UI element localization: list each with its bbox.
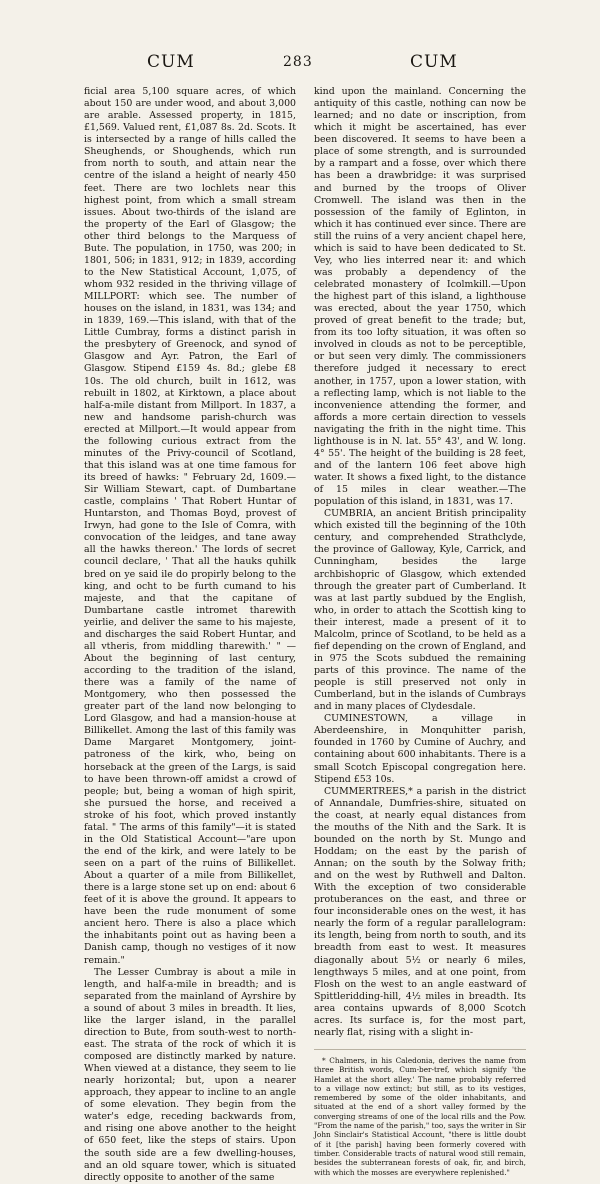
header-right-word: CUM — [410, 52, 458, 72]
entry-cuminestown: CUMINESTOWN, a village in Aberdeenshire, in Monquhitter parish, founded in 1760 by Cumine of Auchry, and containing about 600 inhabitants. There is a small Scotch Episcopal congregation here. Stipend £53 10s. — [314, 713, 526, 785]
entry-cumbria: CUMBRIA, an ancient British principality which existed till the beginning of the 10th century, and comprehended Strathclyde, the province of Galloway, Kyle, Carrick, and Cunningham, besides the large archbishopric of Glasgow, which extended through the greater part of Cumberland. It was at last partly subdued by the English, who, in order to attach the Scottish king to their interest, made a present of it to Malcolm, prince of Scotland, to be held as a fief depending on the crown of England, and in 975 the Scots subdued the remaining parts of this province. The name of the people is still preserved not only in Cumberland, but in the islands of Cumbrays and in many places of Clydesdale. — [314, 508, 527, 713]
paragraph-lesser-cumbray-cont: kind upon the mainland. Concerning the antiquity of this castle, nothing can now be learned; and no date or inscription, from which it might be ascertained, has ever been discovered. It seems to have been a place of some strength, and is surrounded by a rampart and a fosse, over which there has been a drawbridge: it was surprised and burned by the troops of Oliver Cromwell. The island was then in the possession of the family of Eglinton, in which it has continued ever since. There are still the ruins of a very ancient chapel here, which is said to have been dedicated to St. Vey, who lies interred near it: and which was probably a dependency of the celebrated monastery of Icolmkill.—Upon the highest part of this island, a lighthouse was erected, about the year 1750, which proved of great benefit to the trade; but, from its too lofty situation, it was often so involved in clouds as not to be perceptible, or but seen very dimly. The commissioners therefore judged it necessary to erect another, in 1757, upon a lower station, with a reflecting lamp, which is not liable to the inconvenience attending the former, and affords a more certain direction to vessels navigating the frith in the night time. This lighthouse is in N. lat. 55° 43', and W. long. 4° 55'. The height of the building is 28 feet, and of the lantern 106 feet above high water. It shows a fixed light, to the distance of 15 miles in clear weather.—The population of this island, in 1831, was 17. — [314, 86, 526, 508]
left-column — [84, 86, 296, 1183]
paragraph-lesser-cumbray: The Lesser Cumbray is about a mile in length, and half-a-mile in breadth; and is separated from the mainland of Ayrshire by a sound of about 3 miles in breadth. It lies, like the larger island, in the parallel direction to Bute, from south-west to north-east. The strata of the rock of which it is composed are distinctly marked by nature. When viewed at a distance, they seem to lie nearly horizontal; but, upon a nearer approach, they appear to incline to an angle of some elevation. They begin from the water's edge, receding backwards from, and rising one above another to the height of 650 feet, like the steps of stairs. Upon the south side are a few dwelling-houses, and an old square tower, which is situated directly opposite to another of the same — [84, 966, 296, 1183]
page-number: 283 — [283, 54, 313, 70]
right-column — [314, 86, 527, 1177]
entry-cummertrees: CUMMERTREES,* a parish in the district of Annandale, Dumfries-shire, situated on the coast, at nearly equal distances from the mouths of the Nith and the Sark. It is bounded on the north by St. Mungo and Hoddam; on the east by the parish of Annan; on the south by the Solway frith; and on the west by Ruthwell and Dalton. With the exception of two considerable protuberances on the east, and three or four inconsiderable ones on the west, it has nearly the form of a regular parallelogram: its length, being from north to south, and its breadth from east to west. It measures diagonally about 5½ or nearly 6 miles, lengthways 5 miles, and at one point, from Flosh on the west to an angle eastward of Spittleridding-hill, 4½ miles in breadth. Its area contains upwards of 8,000 Scotch acres. Its surface is, for the most part, nearly flat, rising with a slight in- — [314, 785, 526, 1038]
paragraph-great-cumbray: ficial area 5,100 square acres, of which about 150 are under wood, and about 3,000 are arable. Assessed property, in 1815, £1,569. Valued rent, £1,087 8s. 2d. Scots. It is intersected by a range of hills called the Sheughends, or Shoughends, which run from north to south, and attain near the centre of the island a height of nearly 450 feet. There are two lochlets near this highest point, from which a small stream issues. About two-thirds of the island are the property of the Earl of Glasgow; the other third belongs to the Marquess of Bute. The population, in 1750, was 200; in 1801, 506; in 1831, 912; in 1839, according to the New Statistical Account, 1,075, of whom 932 resided in the thriving village of MILLPORT: which see. The number of houses on the island, in 1831, was 134; and in 1839, 169.—This island, with that of the Little Cumbray, forms a distinct parish in the presbytery of Greenock, and synod of Glasgow and Ayr. Patron, the Earl of Glasgow. Stipend £159 4s. 8d.; glebe £8 10s. The old church, built in 1612, was rebuilt in 1802, at Kirktown, a place about half-a-mile distant from Millport. In 1837, a new and handsome parish-church was erected at Millport.—It would appear from the following curious extract from the minutes of the Privy-council of Scotland, that this island was at one time famous for its breed of hawks: " February 2d, 1609.—Sir William Stewart, capt. of Dumbartane castle, complains ' That Robert Huntar of Huntarston, and Thomas Boyd, provest of Irwyn, had gone to the Isle of Comra, with convocation of the leidges, and tane away all the hawks thereon.' The lords of secret council declare, ' That all the hauks quhilk bred on ye said ile do propirly belong to the king, and ocht to be furth cumand to his majeste, and that the capitane of Dumbartane castle intromet tharewith yeirlie, and deliver the same to his majeste, and discharges the said Robert Huntar, and all vtheris, from middling tharewith.' " —About the beginning of last century, according to the tradition of the island, there was a family of the name of Montgomery, who then possessed the greater part of the land now belonging to Lord Glasgow, and had a mansion-house at Billikellet. Among the last of this family was Dame Margaret Montgomery, joint-patroness of the kirk, who, being on horseback at the green of the Largs, is said to have been thrown-off amidst a crowd of people; but, being a woman of high spirit, she pursued the horse, and received a stroke of his foot, which proved instantly fatal. " The arms of this family"—it is stated in the Old Statistical Account—"are upon the end of the kirk, and were lately to be seen on a part of the ruins of Billikellet. About a quarter of a mile from Billikellet, there is a large stone set up on end: about 6 feet of it is above the ground. It appears to have been the rude monument of some ancient hero. There is also a place which the inhabitants point out as having been a Danish camp, though no vestiges of it now remain." — [84, 86, 296, 966]
running-header — [0, 52, 600, 76]
header-left-word: CUM — [147, 52, 195, 72]
footnote: * Chalmers, in his Caledonia, derives the name from three British words, Cum-ber-tref, which signify 'the Hamlet at the short alley.' The name probably referred to a village now extinct; but still, as to its vestiges, remembered by some of the older inhabitants, and situated at the end of a short valley formed by the converging streams of one of the local rills and the Pow. "From the name of the parish," too, says the writer in Sir John Sinclair's Statistical Account, "there is little doubt of it [the parish] having been formerly covered with timber. Considerable tracts of natural wood still remain, besides the subterranean forests of oak, fir, and birch, with which the mosses are everywhere replenished." — [314, 1049, 526, 1177]
